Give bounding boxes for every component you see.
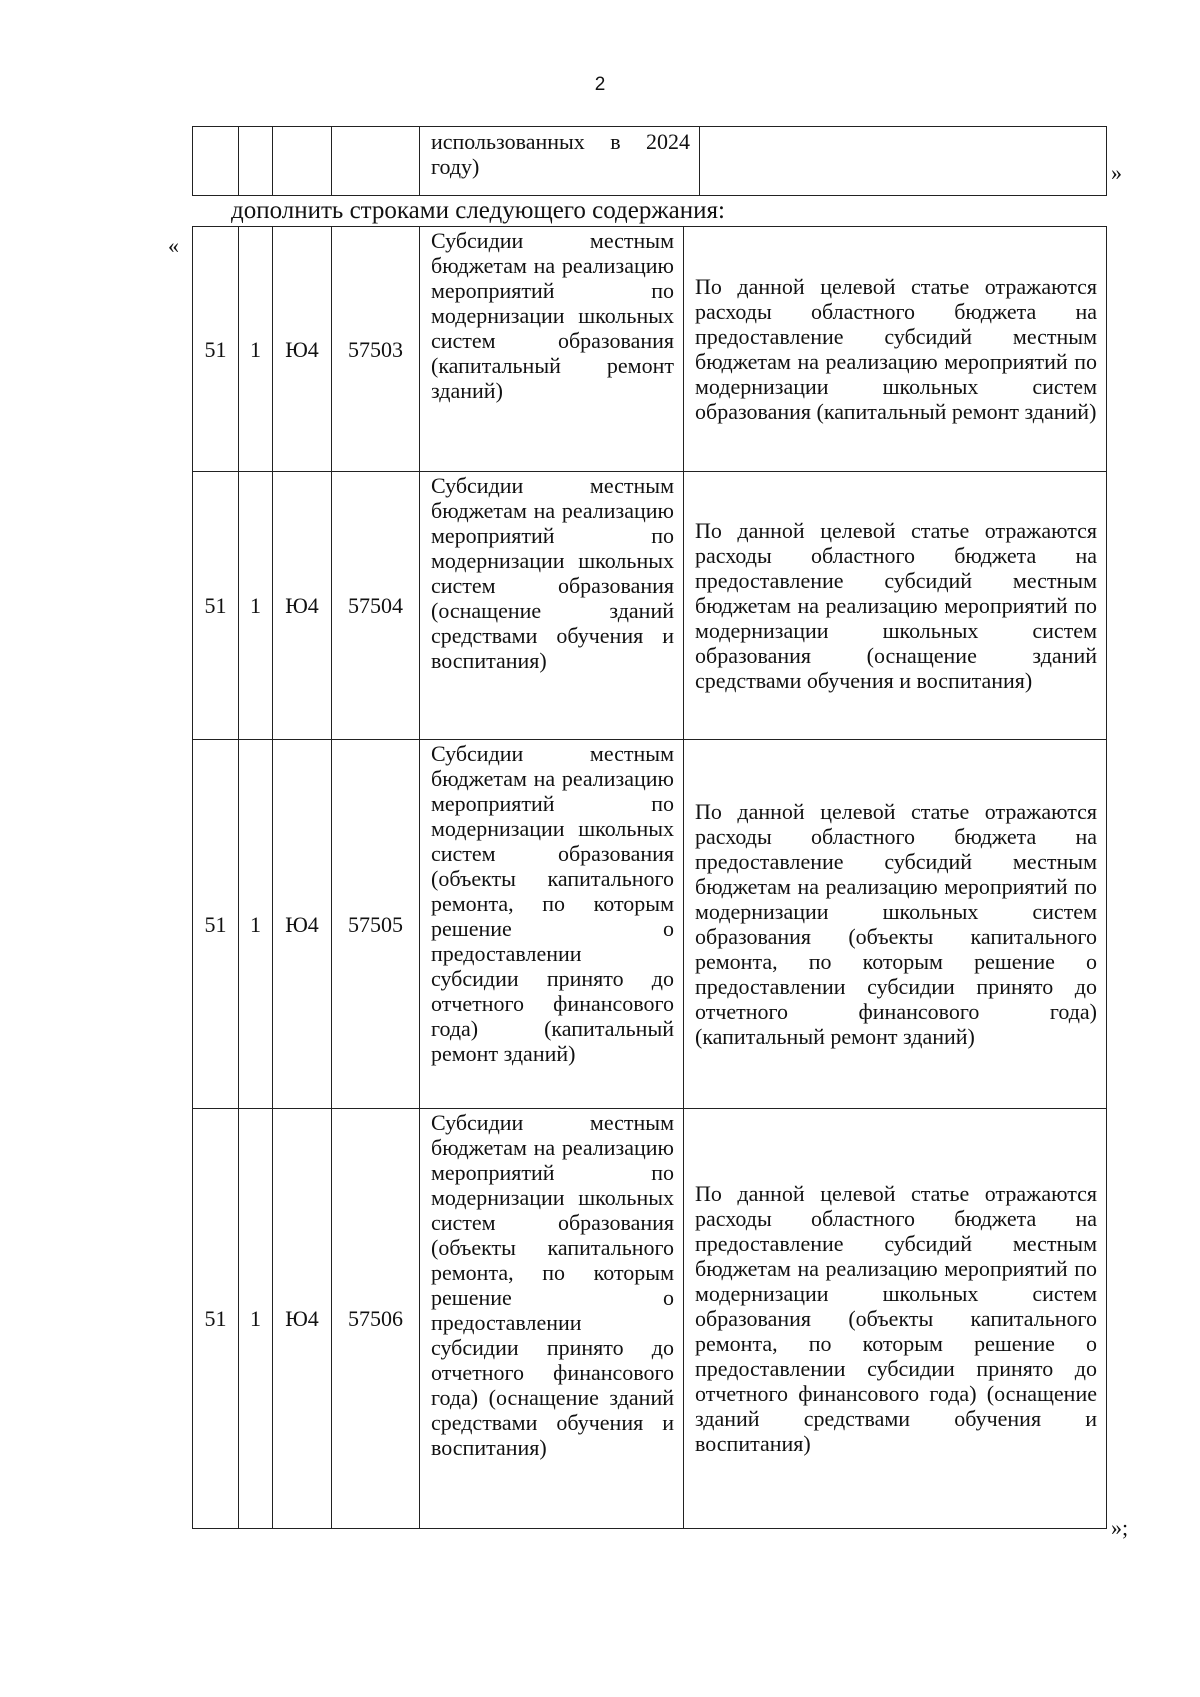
subprogram-code-cell: 1 xyxy=(239,740,273,1109)
target-article-name-cell: Субсидии местным бюджетам на реализацию мероприятий по модернизации школьных систем образования (объекты капитального ремонта, по которым решение о предоставлении субсидии принято до отчетного финансового года) (оснащение зданий средствами обучения и воспитания) xyxy=(420,1109,684,1529)
previous-row-text: использованных в 2024 году) xyxy=(420,127,700,196)
project-code-cell: Ю4 xyxy=(273,472,332,740)
program-code-cell: 51 xyxy=(193,1109,239,1529)
direction-code-cell: 57505 xyxy=(332,740,420,1109)
project-code-cell: Ю4 xyxy=(273,227,332,472)
direction-code-cell: 57503 xyxy=(332,227,420,472)
direction-code-cell: 57504 xyxy=(332,472,420,740)
target-article-name-cell: Субсидии местным бюджетам на реализацию мероприятий по модернизации школьных систем образования (объекты капитального ремонта, по которым решение о предоставлении субсидии принято до отчетного финансового года) (капитальный ремонт зданий) xyxy=(420,740,684,1109)
program-code-cell: 51 xyxy=(193,227,239,472)
target-article-desc-cell: По данной целевой статье отражаются расходы областного бюджета на предоставление субсидий местным бюджетам на реализацию мероприятий по модернизации школьных систем образования (объекты капитального ремонта, по которым решение о предоставлении субсидии принято до отчетного финансового года) (оснащение зданий средствами обучения и воспитания) xyxy=(684,1109,1107,1529)
table-row xyxy=(193,740,1107,1109)
empty-cell xyxy=(193,127,239,196)
intro-text: дополнить строками следующего содержания: xyxy=(231,197,725,224)
previous-table-fragment xyxy=(192,126,1107,196)
project-code-cell: Ю4 xyxy=(273,740,332,1109)
table-row xyxy=(193,227,1107,472)
opening-quote: « xyxy=(168,233,179,258)
budget-lines-table xyxy=(192,226,1107,1529)
previous-table-row xyxy=(193,127,1107,196)
empty-cell xyxy=(273,127,332,196)
direction-code-cell: 57506 xyxy=(332,1109,420,1529)
empty-cell xyxy=(239,127,273,196)
table-row xyxy=(193,1109,1107,1529)
program-code-cell: 51 xyxy=(193,472,239,740)
table-row xyxy=(193,472,1107,740)
closing-quote: »; xyxy=(1111,1515,1129,1540)
closing-quote-previous: » xyxy=(1111,160,1122,185)
target-article-name-cell: Субсидии местным бюджетам на реализацию мероприятий по модернизации школьных систем образования (капитальный ремонт зданий) xyxy=(420,227,684,472)
project-code-cell: Ю4 xyxy=(273,1109,332,1529)
previous-row-desc xyxy=(700,127,1107,196)
empty-cell xyxy=(332,127,420,196)
target-article-desc-cell: По данной целевой статье отражаются расходы областного бюджета на предоставление субсидий местным бюджетам на реализацию мероприятий по модернизации школьных систем образования (оснащение зданий средствами обучения и воспитания) xyxy=(684,472,1107,740)
page-number: 2 xyxy=(594,74,606,95)
program-code-cell: 51 xyxy=(193,740,239,1109)
subprogram-code-cell: 1 xyxy=(239,472,273,740)
target-article-desc-cell: По данной целевой статье отражаются расходы областного бюджета на предоставление субсидий местным бюджетам на реализацию мероприятий по модернизации школьных систем образования (объекты капитального ремонта, по которым решение о предоставлении субсидии принято до отчетного финансового года) (капитальный ремонт зданий) xyxy=(684,740,1107,1109)
target-article-desc-cell: По данной целевой статье отражаются расходы областного бюджета на предоставление субсидий местным бюджетам на реализацию мероприятий по модернизации школьных систем образования (капитальный ремонт зданий) xyxy=(684,227,1107,472)
target-article-name-cell: Субсидии местным бюджетам на реализацию мероприятий по модернизации школьных систем образования (оснащение зданий средствами обучения и воспитания) xyxy=(420,472,684,740)
subprogram-code-cell: 1 xyxy=(239,1109,273,1529)
subprogram-code-cell: 1 xyxy=(239,227,273,472)
